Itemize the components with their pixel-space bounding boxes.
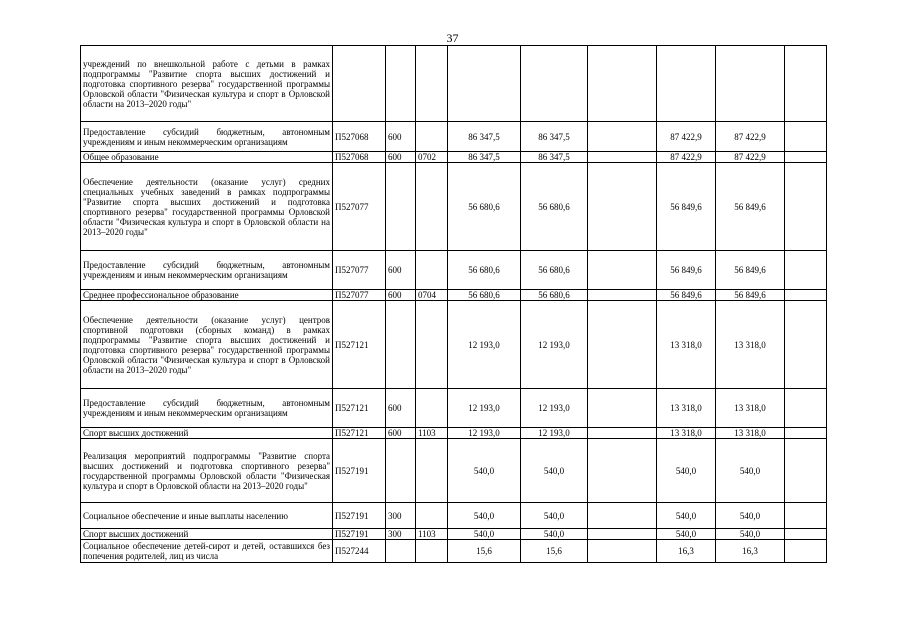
row-value-5: 56 849,6 <box>716 163 785 251</box>
row-name: Предоставление субсидий бюджетным, автономным учреждениям и иным некоммерческим организациям <box>81 251 333 290</box>
row-rp: 1103 <box>416 428 448 439</box>
table-row <box>81 439 827 503</box>
row-code: П527068 <box>333 122 386 152</box>
row-name: Обеспечение деятельности (оказание услуг) средних специальных учебных заведений в рамках подпрограммы "Развитие спорта высших достижений и подготовка спортивного резерва" государственной программы Орловской области "Физическая культура и спорт в Орловской области на 2013–2020 годы" <box>81 163 333 251</box>
row-value-6 <box>785 301 827 389</box>
row-value-1: 12 193,0 <box>448 428 521 439</box>
row-code: П527121 <box>333 301 386 389</box>
row-rp <box>416 301 448 389</box>
row-value-5: 16,3 <box>716 540 785 563</box>
row-value-5 <box>716 46 785 122</box>
row-value-2 <box>521 46 588 122</box>
row-value-3 <box>588 163 657 251</box>
table-row <box>81 529 827 540</box>
row-rp <box>416 46 448 122</box>
row-code: П527191 <box>333 503 386 529</box>
row-value-6 <box>785 389 827 428</box>
row-value-4: 56 849,6 <box>657 163 716 251</box>
row-value-2: 56 680,6 <box>521 251 588 290</box>
row-value-1: 540,0 <box>448 503 521 529</box>
row-code <box>333 46 386 122</box>
row-rp <box>416 389 448 428</box>
row-value-6 <box>785 439 827 503</box>
row-value-3 <box>588 503 657 529</box>
row-value-4: 540,0 <box>657 529 716 540</box>
row-name: Социальное обеспечение и иные выплаты населению <box>81 503 333 529</box>
row-name: учреждений по внешкольной работе с детьми в рамках подпрограммы "Развитие спорта высших достижений и подготовка спортивного резерва" государственной программы Орловской области "Физическая культура и спорт в Орловской области на 2013–2020 годы" <box>81 46 333 122</box>
row-value-3 <box>588 301 657 389</box>
budget-table <box>80 45 827 563</box>
row-value-2: 12 193,0 <box>521 301 588 389</box>
page-number: 37 <box>446 31 459 45</box>
row-value-2: 86 347,5 <box>521 122 588 152</box>
row-vr: 300 <box>386 529 416 540</box>
row-value-6 <box>785 290 827 301</box>
row-value-4 <box>657 46 716 122</box>
row-value-5: 13 318,0 <box>716 389 785 428</box>
row-value-3 <box>588 290 657 301</box>
row-value-4: 540,0 <box>657 503 716 529</box>
row-value-3 <box>588 389 657 428</box>
row-name: Социальное обеспечение детей-сирот и детей, оставшихся без попечения родителей, лиц из числа <box>81 540 333 563</box>
row-value-6 <box>785 251 827 290</box>
row-value-1: 56 680,6 <box>448 251 521 290</box>
row-value-5: 56 849,6 <box>716 290 785 301</box>
row-vr <box>386 163 416 251</box>
row-value-4: 13 318,0 <box>657 389 716 428</box>
row-rp <box>416 163 448 251</box>
row-rp <box>416 503 448 529</box>
table-row <box>81 251 827 290</box>
row-value-6 <box>785 503 827 529</box>
row-vr <box>386 301 416 389</box>
row-value-4: 87 422,9 <box>657 122 716 152</box>
row-value-1: 15,6 <box>448 540 521 563</box>
row-code: П527121 <box>333 428 386 439</box>
row-value-6 <box>785 46 827 122</box>
table-row <box>81 152 827 163</box>
row-value-3 <box>588 529 657 540</box>
row-rp: 0702 <box>416 152 448 163</box>
table-row <box>81 301 827 389</box>
row-rp: 0704 <box>416 290 448 301</box>
row-value-4: 16,3 <box>657 540 716 563</box>
row-value-6 <box>785 529 827 540</box>
row-code: П527121 <box>333 389 386 428</box>
row-name: Общее образование <box>81 152 333 163</box>
row-value-5: 87 422,9 <box>716 152 785 163</box>
row-name: Обеспечение деятельности (оказание услуг) центров спортивной подготовки (сборных команд) в рамках подпрограммы "Развитие спорта высших достижений и подготовка спортивного резерва" государственной программы Орловской области "Физическая культура и спорт в Орловской области на 2013–2020 годы" <box>81 301 333 389</box>
row-code: П527191 <box>333 529 386 540</box>
row-value-1: 540,0 <box>448 529 521 540</box>
row-vr <box>386 46 416 122</box>
row-value-5: 13 318,0 <box>716 428 785 439</box>
row-value-2: 12 193,0 <box>521 389 588 428</box>
row-value-4: 56 849,6 <box>657 251 716 290</box>
row-value-3 <box>588 152 657 163</box>
row-code: П527077 <box>333 163 386 251</box>
table-row <box>81 46 827 122</box>
row-value-5: 56 849,6 <box>716 251 785 290</box>
table-row <box>81 122 827 152</box>
row-value-6 <box>785 163 827 251</box>
row-vr: 600 <box>386 251 416 290</box>
row-value-2: 540,0 <box>521 503 588 529</box>
row-value-1: 12 193,0 <box>448 301 521 389</box>
row-value-6 <box>785 540 827 563</box>
row-value-1 <box>448 46 521 122</box>
row-rp <box>416 122 448 152</box>
row-value-4: 540,0 <box>657 439 716 503</box>
row-rp: 1103 <box>416 529 448 540</box>
row-name: Предоставление субсидий бюджетным, автономным учреждениям и иным некоммерческим организациям <box>81 122 333 152</box>
row-value-1: 12 193,0 <box>448 389 521 428</box>
row-vr: 300 <box>386 503 416 529</box>
row-value-4: 13 318,0 <box>657 428 716 439</box>
row-value-5: 87 422,9 <box>716 122 785 152</box>
row-value-5: 13 318,0 <box>716 301 785 389</box>
row-value-6 <box>785 152 827 163</box>
row-value-1: 86 347,5 <box>448 152 521 163</box>
row-code: П527068 <box>333 152 386 163</box>
table-body <box>81 46 827 563</box>
row-value-1: 56 680,6 <box>448 163 521 251</box>
row-code: П527077 <box>333 251 386 290</box>
row-vr: 600 <box>386 290 416 301</box>
row-value-2: 56 680,6 <box>521 290 588 301</box>
table-row <box>81 290 827 301</box>
row-value-5: 540,0 <box>716 439 785 503</box>
table-row <box>81 503 827 529</box>
table-row <box>81 540 827 563</box>
row-value-3 <box>588 46 657 122</box>
row-rp <box>416 251 448 290</box>
row-value-2: 86 347,5 <box>521 152 588 163</box>
row-name: Среднее профессиональное образование <box>81 290 333 301</box>
row-vr <box>386 540 416 563</box>
row-vr: 600 <box>386 152 416 163</box>
row-value-1: 56 680,6 <box>448 290 521 301</box>
table-row <box>81 163 827 251</box>
row-value-2: 12 193,0 <box>521 428 588 439</box>
row-vr: 600 <box>386 389 416 428</box>
row-value-3 <box>588 251 657 290</box>
row-vr: 600 <box>386 122 416 152</box>
table-row <box>81 428 827 439</box>
row-value-3 <box>588 122 657 152</box>
row-value-3 <box>588 428 657 439</box>
row-vr: 600 <box>386 428 416 439</box>
row-value-4: 87 422,9 <box>657 152 716 163</box>
row-value-2: 15,6 <box>521 540 588 563</box>
row-value-4: 56 849,6 <box>657 290 716 301</box>
row-vr <box>386 439 416 503</box>
row-value-1: 540,0 <box>448 439 521 503</box>
row-value-6 <box>785 428 827 439</box>
row-value-2: 540,0 <box>521 529 588 540</box>
row-rp <box>416 540 448 563</box>
row-value-3 <box>588 540 657 563</box>
row-name: Предоставление субсидий бюджетным, автономным учреждениям и иным некоммерческим организациям <box>81 389 333 428</box>
row-rp <box>416 439 448 503</box>
row-value-2: 540,0 <box>521 439 588 503</box>
row-value-5: 540,0 <box>716 529 785 540</box>
row-value-1: 86 347,5 <box>448 122 521 152</box>
table-row <box>81 389 827 428</box>
row-value-3 <box>588 439 657 503</box>
row-code: П527191 <box>333 439 386 503</box>
row-value-2: 56 680,6 <box>521 163 588 251</box>
row-value-4: 13 318,0 <box>657 301 716 389</box>
row-value-5: 540,0 <box>716 503 785 529</box>
row-name: Спорт высших достижений <box>81 428 333 439</box>
row-code: П527077 <box>333 290 386 301</box>
row-value-6 <box>785 122 827 152</box>
row-name: Спорт высших достижений <box>81 529 333 540</box>
row-code: П527244 <box>333 540 386 563</box>
row-name: Реализация мероприятий подпрограммы "Развитие спорта высших достижений и подготовка спортивного резерва" государственной программы Орловской области "Физическая культура и спорт в Орловской области на 2013–2020 годы" <box>81 439 333 503</box>
